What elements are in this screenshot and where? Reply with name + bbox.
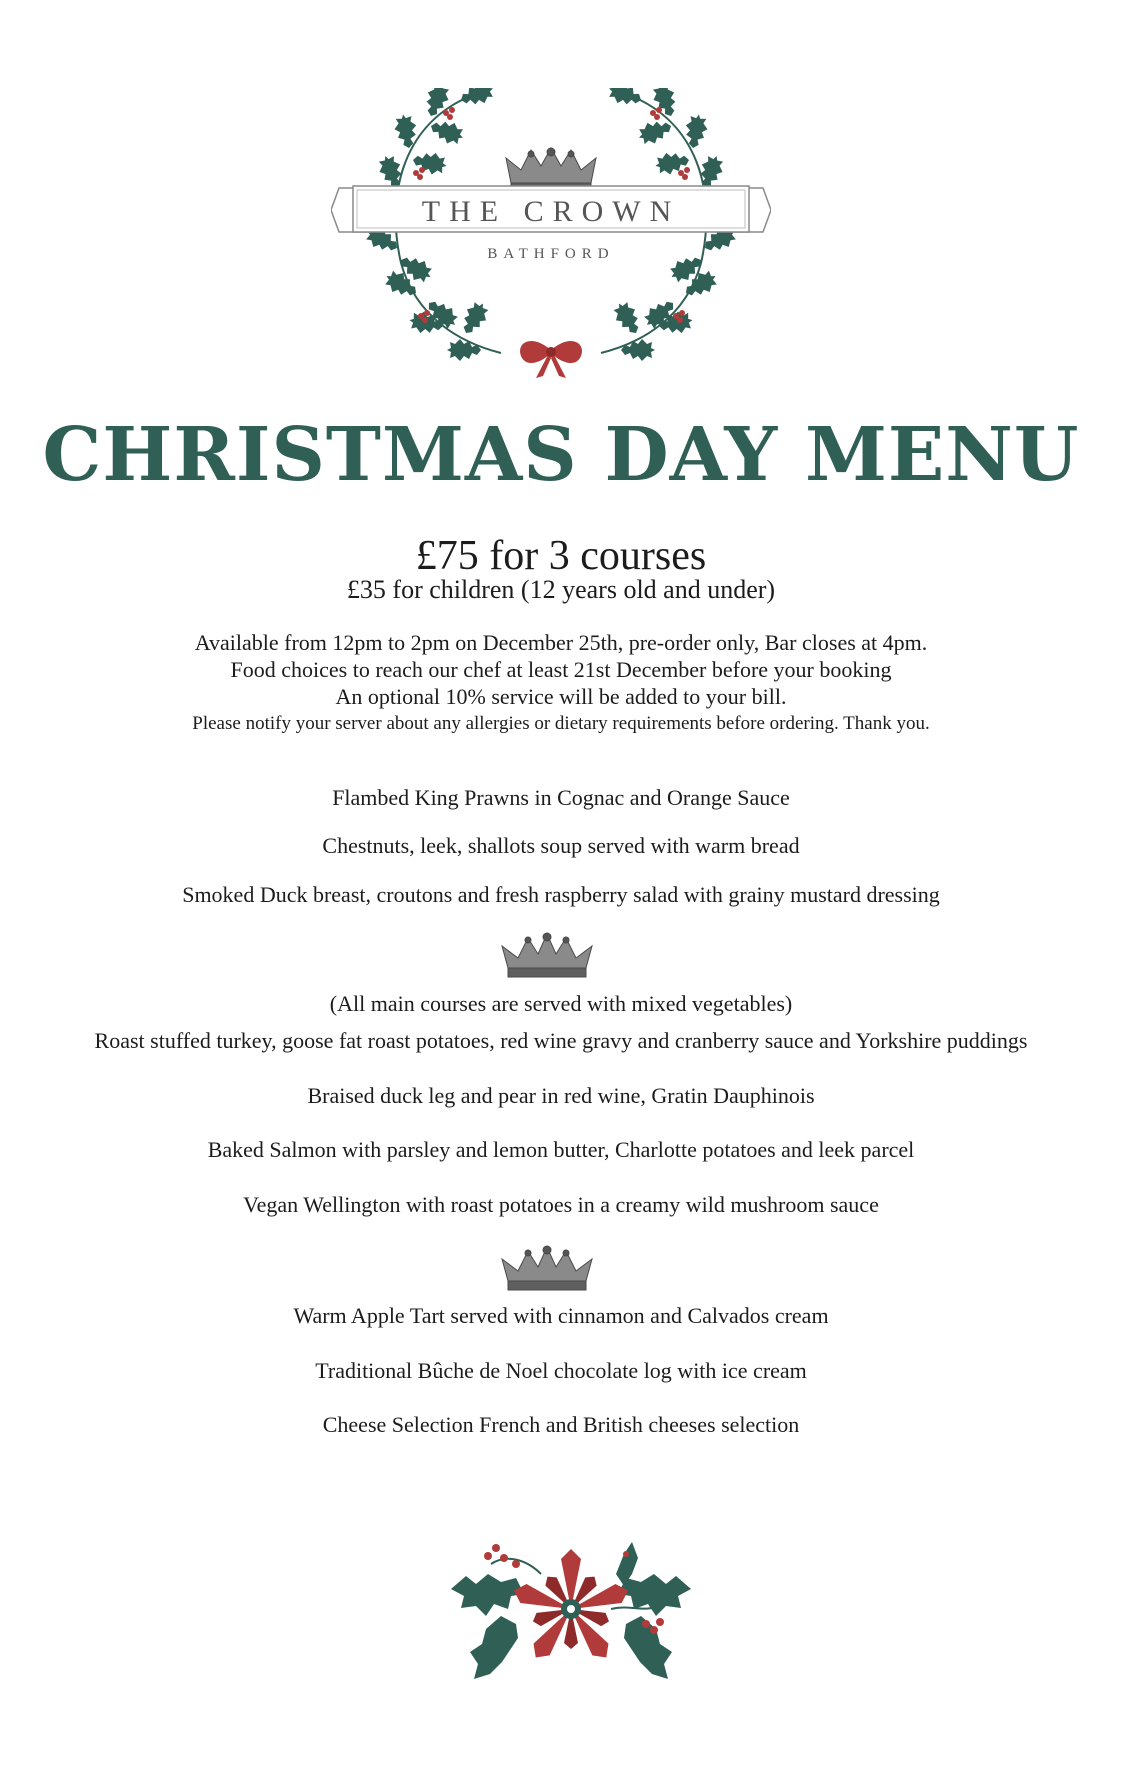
info-line: An optional 10% service will be added to your bill. xyxy=(335,684,787,709)
crown-icon xyxy=(500,1245,594,1295)
mains-note: (All main courses are served with mixed vegetables) xyxy=(329,991,793,1016)
dessert-item: Warm Apple Tart served with cinnamon and Calvados cream xyxy=(293,1303,829,1328)
main-item: Braised duck leg and pear in red wine, Gratin Dauphinois xyxy=(307,1083,815,1108)
poinsettia-holly-icon xyxy=(446,1534,696,1684)
main-item: Vegan Wellington with roast potatoes in a creamy wild mushroom sauce xyxy=(243,1192,879,1217)
price-main: £75 for 3 courses xyxy=(415,533,707,579)
main-item: Roast stuffed turkey, goose fat roast potatoes, red wine gravy and cranberry sauce and Yorkshire puddings xyxy=(94,1028,1028,1053)
dessert-item: Traditional Bûche de Noel chocolate log with ice cream xyxy=(315,1358,807,1383)
info-line: Available from 12pm to 2pm on December 25th, pre-order only, Bar closes at 4pm. xyxy=(194,630,928,655)
logo-name: THE CROWN xyxy=(421,195,681,228)
info-line: Food choices to reach our chef at least 21st December before your booking xyxy=(230,657,892,682)
starter-item: Flambed King Prawns in Cognac and Orange Sauce xyxy=(332,785,790,810)
starter-item: Chestnuts, leek, shallots soup served with warm bread xyxy=(322,833,800,858)
logo-location: BATHFORD xyxy=(487,246,615,262)
the-crown-logo xyxy=(331,88,771,388)
starter-item: Smoked Duck breast, croutons and fresh raspberry salad with grainy mustard dressing xyxy=(182,882,940,907)
info-block xyxy=(0,629,1122,737)
price-children: £35 for children (12 years old and under) xyxy=(346,575,776,604)
dessert-item: Cheese Selection French and British cheeses selection xyxy=(322,1412,800,1437)
info-line: Please notify your server about any allergies or dietary requirements before ordering. Thank you. xyxy=(192,713,930,734)
main-item: Baked Salmon with parsley and lemon butter, Charlotte potatoes and leek parcel xyxy=(207,1137,915,1162)
crown-icon xyxy=(500,932,594,982)
menu-title: CHRISTMAS DAY MENU xyxy=(42,412,1080,498)
